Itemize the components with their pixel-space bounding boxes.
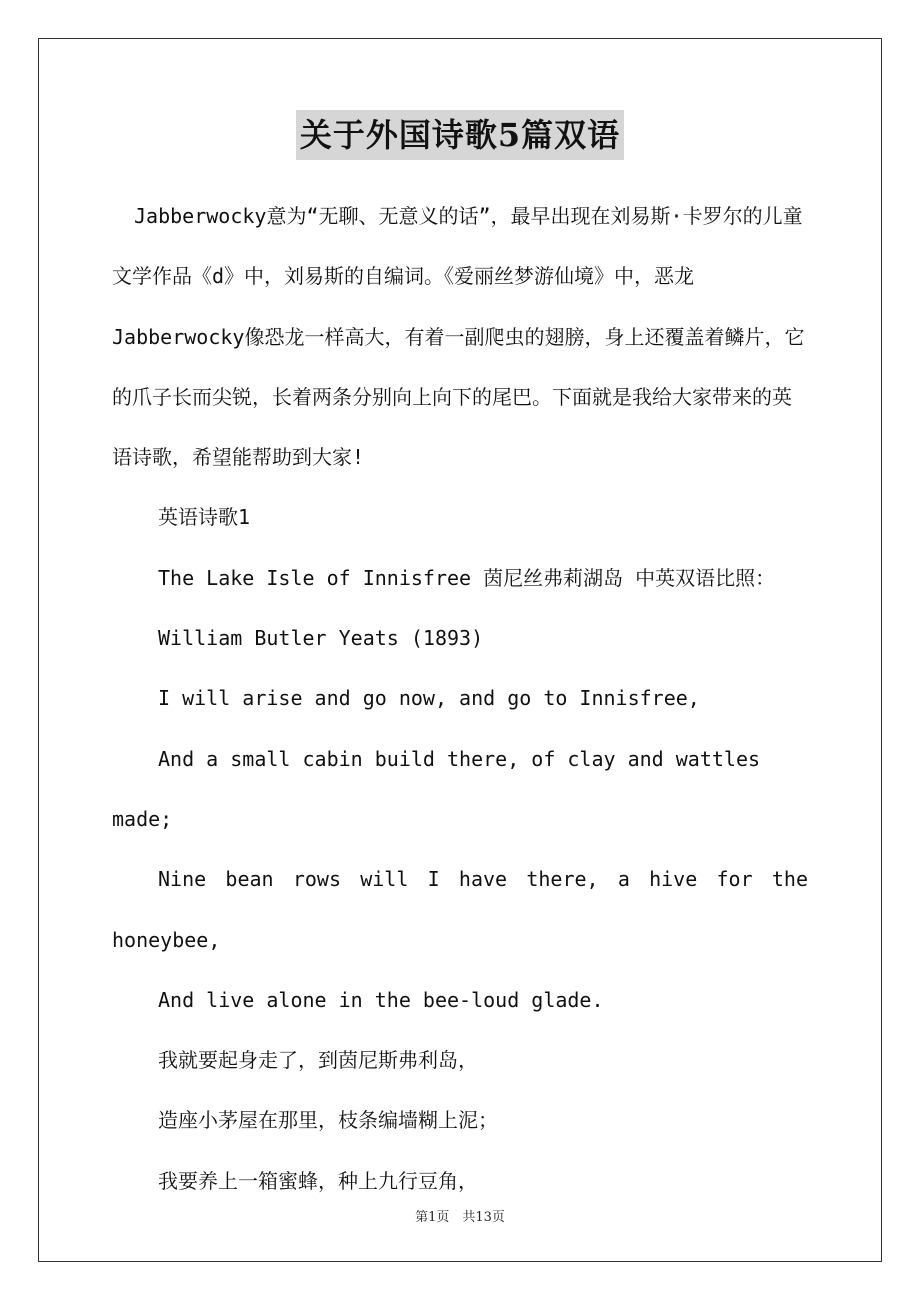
poem-title-line: The Lake Isle of Innisfree 茵尼丝弗莉湖岛 中英双语比照： [158,565,776,590]
poem-line: And live alone in the bee-loud glade. [158,987,604,1012]
poem-translation-line: 我要养上一箱蜜蜂，种上九行豆角， [158,1168,478,1193]
document-title: 关于外国诗歌5篇双语 [296,110,624,160]
intro-paragraph: Jabberwocky意为“无聊、无意义的话”，最早出现在刘易斯·卡罗尔的儿童文学作品《d》中，刘易斯的自编词。《爱丽丝梦游仙境》中，恶龙Jabberwocky像恐龙一样高大，有着一副爬虫的翅膀，身上还覆盖着鳞片，它的爪子长而尖锐，长着两条分别向上向下的尾巴。下面就是我给大家带来的英语诗歌，希望能帮助到大家! [112,204,805,470]
page-footer: 第1页 共13页 [415,1210,505,1225]
poem-translation-line: 我就要起身走了，到茵尼斯弗利岛， [158,1048,478,1073]
poem-author-line: William Butler Yeats (1893) [158,626,484,651]
title-container [0,110,920,160]
poem-line: And a small cabin build there, of clay and wattles made; [112,746,761,831]
poem-translation-line: 造座小茅屋在那里，枝条编墙糊上泥； [158,1108,498,1133]
section-heading: 英语诗歌1 [158,505,251,530]
poem-line: I will arise and go now, and go to Innisfree, [158,686,700,711]
document-body [112,186,808,1211]
poem-line: Nine bean rows will I have there, a hive for the honeybee, [112,867,808,952]
